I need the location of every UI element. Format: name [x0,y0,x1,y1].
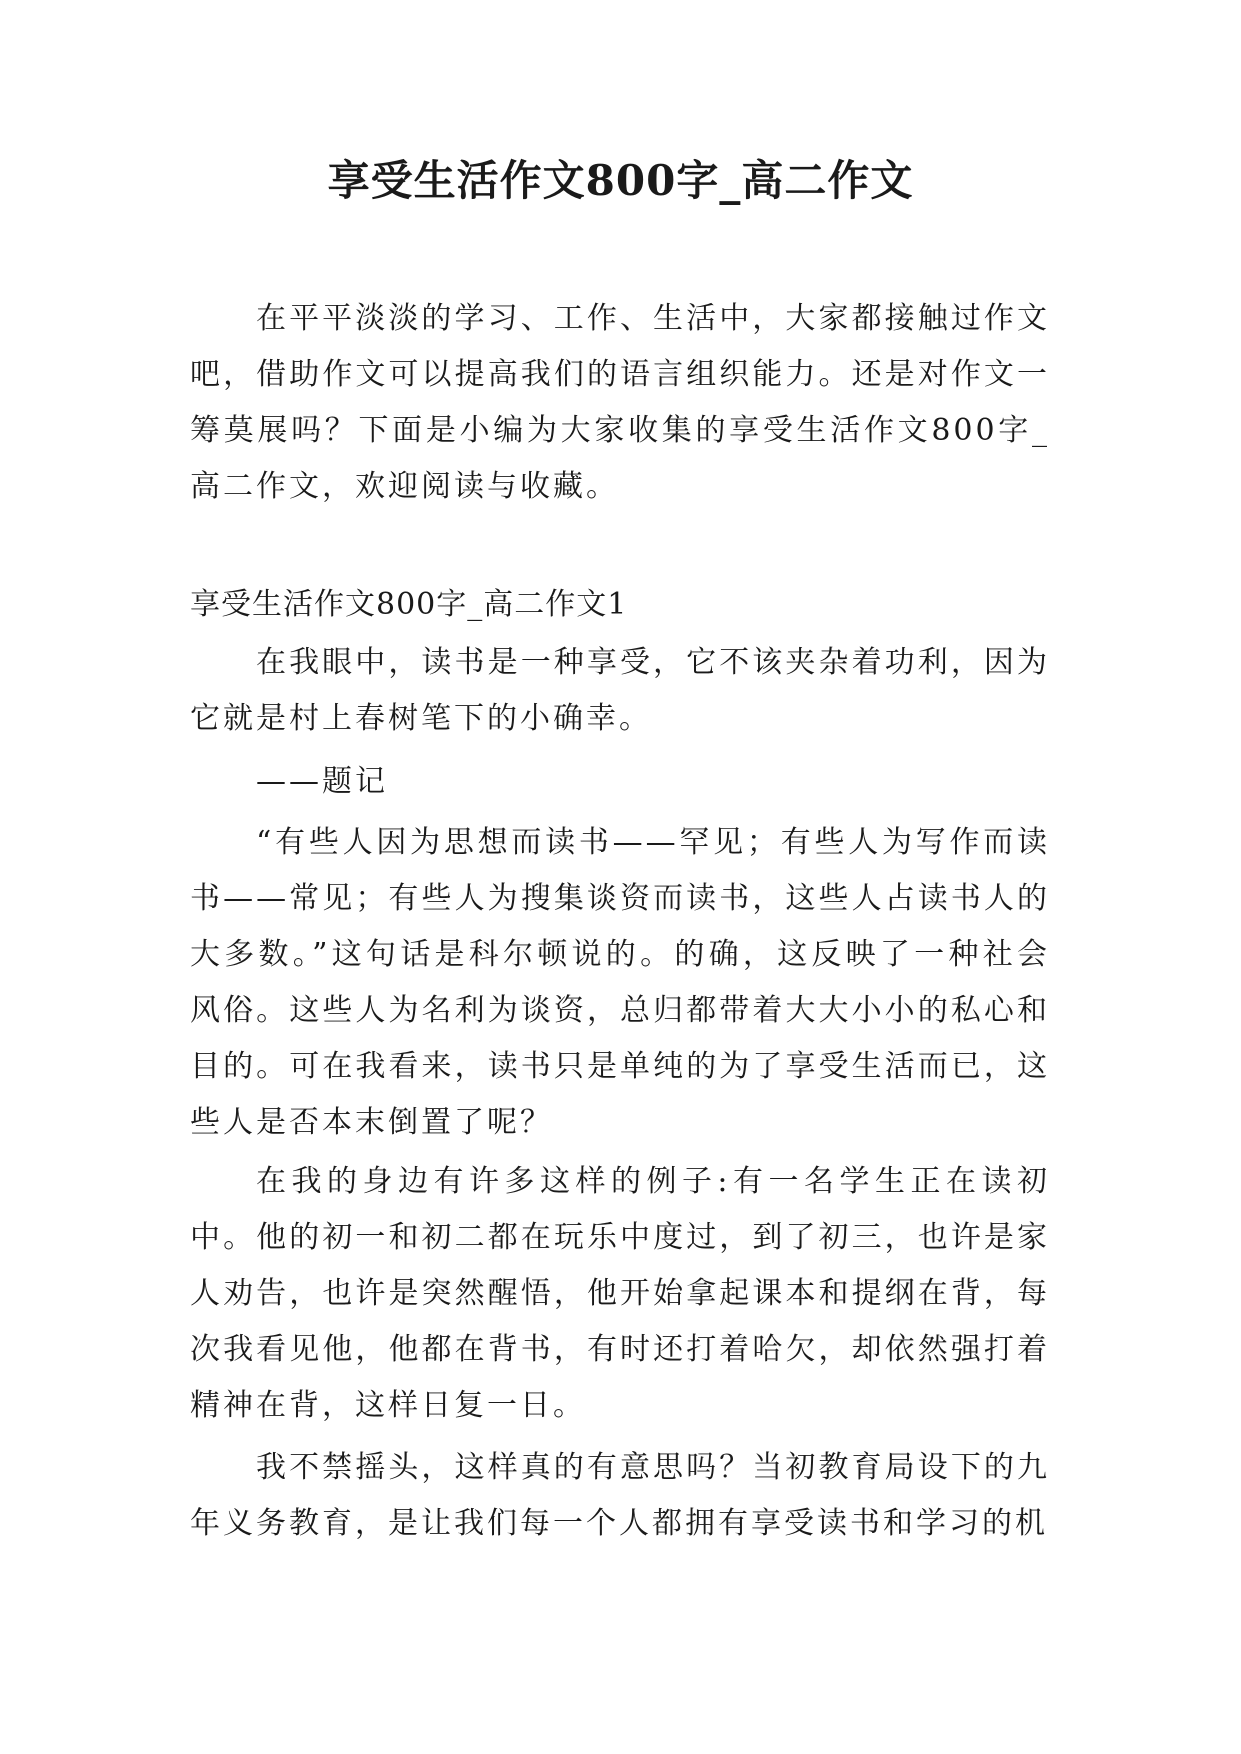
section-heading: 享受生活作文800字_高二作文1 [190,587,628,622]
paragraph-1: 在我眼中，读书是一种享受，它不该夹杂着功利，因为它就是村上春树笔下的小确幸。 [190,645,1050,736]
epigraph-attribution: ——题记 [256,764,388,799]
paragraph-quote: “有些人因为思想而读书——罕见；有些人为写作而读书——常见；有些人为搜集谈资而读书，这些人占读书人的大多数。”这句话是科尔顿说的。的确，这反映了一种社会风俗。这些人为名利为谈资，总归都带着大大小小的私心和目的。可在我看来，读书只是单纯的为了享受生活而已，这些人是否本末倒置了呢？ [190,825,1050,1140]
intro-paragraph: 在平平淡淡的学习、工作、生活中，大家都接触过作文吧，借助作文可以提高我们的语言组织能力。还是对作文一筹莫展吗？下面是小编为大家收集的享受生活作文800字_高二作文，欢迎阅读与收藏。 [190,301,1050,504]
paragraph-example: 在我的身边有许多这样的例子:有一名学生正在读初中。他的初一和初二都在玩乐中度过，到了初三，也许是家人劝告，也许是突然醒悟，他开始拿起课本和提纲在背，每次我看见他，他都在背书，有时还打着哈欠，却依然强打着精神在背，这样日复一日。 [190,1164,1050,1423]
paragraph-reflection: 我不禁摇头，这样真的有意思吗？当初教育局设下的九年义务教育，是让我们每一个人都拥有享受读书和学习的机 [190,1450,1050,1541]
document-title: 享受生活作文800字_高二作文 [327,156,914,205]
